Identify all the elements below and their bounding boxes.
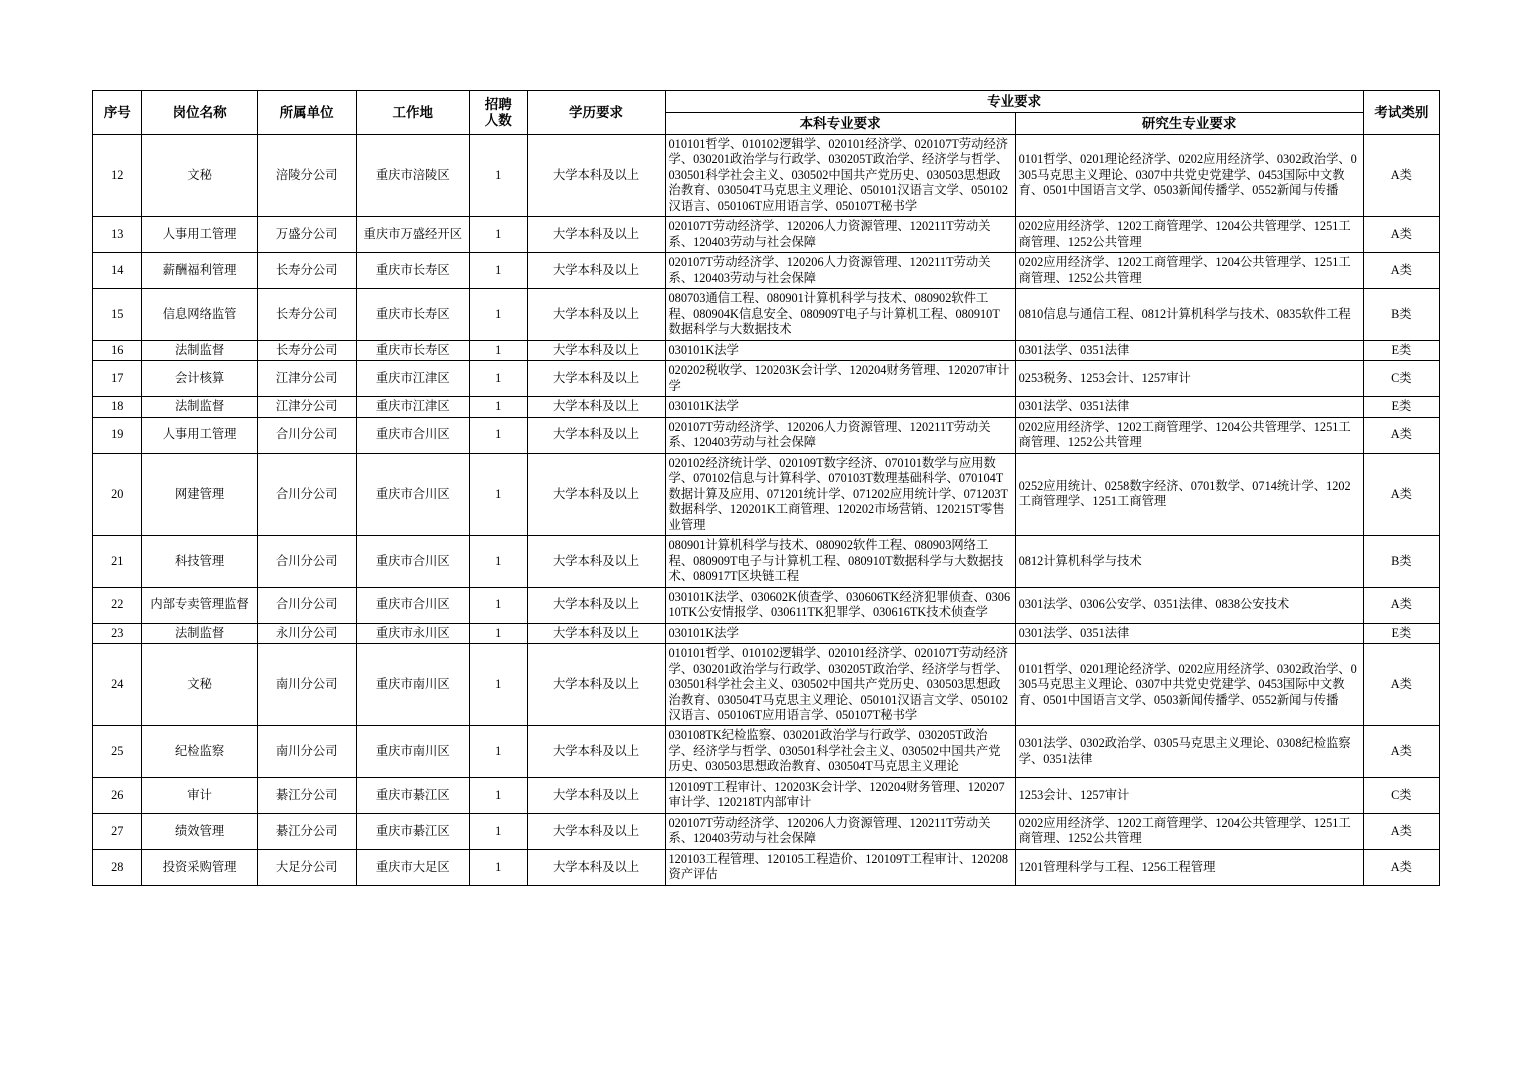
cell-post-name: 网建管理 <box>142 453 257 535</box>
cell-unit: 涪陵分公司 <box>257 135 356 217</box>
cell-work-place: 重庆市綦江区 <box>356 813 469 849</box>
recruitment-table <box>92 90 1440 886</box>
cell-major-postgraduate: 0202应用经济学、1202工商管理学、1204公共管理学、1251工商管理、1252公共管理 <box>1015 813 1363 849</box>
cell-work-place: 重庆市合川区 <box>356 587 469 623</box>
cell-exam-category: E类 <box>1363 397 1439 417</box>
cell-major-undergraduate: 020107T劳动经济学、120206人力资源管理、120211T劳动关系、120403劳动与社会保障 <box>665 217 1015 253</box>
cell-post-name: 审计 <box>142 777 257 813</box>
table-row <box>93 813 1440 849</box>
cell-index: 27 <box>93 813 142 849</box>
cell-work-place: 重庆市南川区 <box>356 726 469 777</box>
cell-exam-category: A类 <box>1363 726 1439 777</box>
cell-major-undergraduate: 030101K法学 <box>665 340 1015 360</box>
cell-major-postgraduate: 0812计算机科学与技术 <box>1015 536 1363 587</box>
cell-unit: 綦江分公司 <box>257 813 356 849</box>
header-number <box>469 91 527 135</box>
cell-education: 大学本科及以上 <box>527 289 665 340</box>
cell-work-place: 重庆市涪陵区 <box>356 135 469 217</box>
cell-post-name: 薪酬福利管理 <box>142 253 257 289</box>
cell-unit: 綦江分公司 <box>257 777 356 813</box>
cell-major-postgraduate: 0202应用经济学、1202工商管理学、1204公共管理学、1251工商管理、1252公共管理 <box>1015 217 1363 253</box>
cell-major-postgraduate: 0301法学、0306公安学、0351法律、0838公安技术 <box>1015 587 1363 623</box>
cell-unit: 南川分公司 <box>257 726 356 777</box>
cell-post-name: 信息网络监管 <box>142 289 257 340</box>
header-education: 学历要求 <box>527 91 665 135</box>
cell-major-postgraduate: 1201管理科学与工程、1256工程管理 <box>1015 849 1363 885</box>
cell-index: 12 <box>93 135 142 217</box>
cell-exam-category: C类 <box>1363 777 1439 813</box>
cell-work-place: 重庆市合川区 <box>356 536 469 587</box>
cell-index: 13 <box>93 217 142 253</box>
cell-work-place: 重庆市江津区 <box>356 397 469 417</box>
table-row <box>93 397 1440 417</box>
cell-work-place: 重庆市南川区 <box>356 644 469 726</box>
cell-post-name: 人事用工管理 <box>142 217 257 253</box>
cell-major-undergraduate: 120103工程管理、120105工程造价、120109T工程审计、120208资产评估 <box>665 849 1015 885</box>
cell-number: 1 <box>469 417 527 453</box>
cell-unit: 合川分公司 <box>257 536 356 587</box>
cell-index: 20 <box>93 453 142 535</box>
cell-major-postgraduate: 0301法学、0351法律 <box>1015 397 1363 417</box>
table-row <box>93 644 1440 726</box>
cell-major-undergraduate: 080703通信工程、080901计算机科学与技术、080902软件工程、080904K信息安全、080909T电子与计算机工程、080910T数据科学与大数据技术 <box>665 289 1015 340</box>
cell-work-place: 重庆市綦江区 <box>356 777 469 813</box>
header-number-line1: 招聘 <box>484 96 512 112</box>
cell-exam-category: E类 <box>1363 623 1439 643</box>
cell-education: 大学本科及以上 <box>527 623 665 643</box>
header-index: 序号 <box>93 91 142 135</box>
cell-education: 大学本科及以上 <box>527 135 665 217</box>
cell-number: 1 <box>469 849 527 885</box>
cell-index: 16 <box>93 340 142 360</box>
table-row <box>93 587 1440 623</box>
cell-education: 大学本科及以上 <box>527 340 665 360</box>
cell-exam-category: A类 <box>1363 417 1439 453</box>
cell-index: 17 <box>93 361 142 397</box>
cell-exam-category: A类 <box>1363 849 1439 885</box>
table-row <box>93 849 1440 885</box>
cell-major-postgraduate: 0202应用经济学、1202工商管理学、1204公共管理学、1251工商管理、1252公共管理 <box>1015 253 1363 289</box>
cell-major-undergraduate: 020107T劳动经济学、120206人力资源管理、120211T劳动关系、120403劳动与社会保障 <box>665 417 1015 453</box>
table-row <box>93 453 1440 535</box>
cell-unit: 万盛分公司 <box>257 217 356 253</box>
cell-major-undergraduate: 020202税收学、120203K会计学、120204财务管理、120207审计学 <box>665 361 1015 397</box>
cell-number: 1 <box>469 536 527 587</box>
cell-major-undergraduate: 020107T劳动经济学、120206人力资源管理、120211T劳动关系、120403劳动与社会保障 <box>665 813 1015 849</box>
cell-post-name: 文秘 <box>142 644 257 726</box>
cell-unit: 合川分公司 <box>257 453 356 535</box>
header-major-undergraduate: 本科专业要求 <box>665 113 1015 135</box>
cell-index: 23 <box>93 623 142 643</box>
cell-exam-category: E类 <box>1363 340 1439 360</box>
cell-work-place: 重庆市长寿区 <box>356 253 469 289</box>
cell-major-undergraduate: 020107T劳动经济学、120206人力资源管理、120211T劳动关系、120403劳动与社会保障 <box>665 253 1015 289</box>
cell-index: 15 <box>93 289 142 340</box>
cell-post-name: 内部专卖管理监督 <box>142 587 257 623</box>
cell-number: 1 <box>469 777 527 813</box>
cell-unit: 江津分公司 <box>257 397 356 417</box>
cell-exam-category: A类 <box>1363 217 1439 253</box>
table-body <box>93 135 1440 886</box>
cell-post-name: 投资采购管理 <box>142 849 257 885</box>
cell-work-place: 重庆市合川区 <box>356 453 469 535</box>
cell-post-name: 会计核算 <box>142 361 257 397</box>
cell-major-undergraduate: 030101K法学 <box>665 623 1015 643</box>
cell-education: 大学本科及以上 <box>527 361 665 397</box>
table-row <box>93 417 1440 453</box>
cell-major-postgraduate: 0252应用统计、0258数字经济、0701数学、0714统计学、1202工商管理学、1251工商管理 <box>1015 453 1363 535</box>
cell-education: 大学本科及以上 <box>527 217 665 253</box>
cell-index: 28 <box>93 849 142 885</box>
cell-education: 大学本科及以上 <box>527 253 665 289</box>
cell-exam-category: C类 <box>1363 361 1439 397</box>
cell-major-postgraduate: 1253会计、1257审计 <box>1015 777 1363 813</box>
cell-exam-category: A类 <box>1363 813 1439 849</box>
cell-exam-category: A类 <box>1363 253 1439 289</box>
cell-unit: 大足分公司 <box>257 849 356 885</box>
cell-major-undergraduate: 010101哲学、010102逻辑学、020101经济学、020107T劳动经济学、030201政治学与行政学、030205T政治学、经济学与哲学、030501科学社会主义、030502中国共产党历史、030503思想政治教育、030504T马克思主义理论、050101汉语言文学、050102汉语言、050106T应用语言学、050107T秘书学 <box>665 644 1015 726</box>
cell-major-postgraduate: 0301法学、0351法律 <box>1015 623 1363 643</box>
header-major-group: 专业要求 <box>665 91 1363 113</box>
cell-number: 1 <box>469 217 527 253</box>
table-header <box>93 91 1440 135</box>
cell-unit: 长寿分公司 <box>257 340 356 360</box>
cell-number: 1 <box>469 453 527 535</box>
cell-major-postgraduate: 0253税务、1253会计、1257审计 <box>1015 361 1363 397</box>
cell-post-name: 法制监督 <box>142 340 257 360</box>
table-row <box>93 135 1440 217</box>
cell-exam-category: A类 <box>1363 453 1439 535</box>
cell-post-name: 人事用工管理 <box>142 417 257 453</box>
cell-number: 1 <box>469 253 527 289</box>
cell-exam-category: B类 <box>1363 289 1439 340</box>
cell-number: 1 <box>469 135 527 217</box>
cell-unit: 南川分公司 <box>257 644 356 726</box>
cell-post-name: 科技管理 <box>142 536 257 587</box>
cell-index: 21 <box>93 536 142 587</box>
cell-work-place: 重庆市永川区 <box>356 623 469 643</box>
cell-post-name: 法制监督 <box>142 623 257 643</box>
cell-number: 1 <box>469 397 527 417</box>
cell-education: 大学本科及以上 <box>527 536 665 587</box>
cell-exam-category: A类 <box>1363 135 1439 217</box>
cell-number: 1 <box>469 587 527 623</box>
cell-exam-category: A类 <box>1363 644 1439 726</box>
cell-work-place: 重庆市长寿区 <box>356 340 469 360</box>
cell-index: 18 <box>93 397 142 417</box>
cell-number: 1 <box>469 289 527 340</box>
header-exam: 考试类别 <box>1363 91 1439 135</box>
cell-major-postgraduate: 0301法学、0302政治学、0305马克思主义理论、0308纪检监察学、0351法律 <box>1015 726 1363 777</box>
header-post: 岗位名称 <box>142 91 257 135</box>
cell-education: 大学本科及以上 <box>527 777 665 813</box>
cell-index: 19 <box>93 417 142 453</box>
cell-number: 1 <box>469 340 527 360</box>
cell-major-postgraduate: 0101哲学、0201理论经济学、0202应用经济学、0302政治学、0305马克思主义理论、0307中共党史党建学、0453国际中文教育、0501中国语言文学、0503新闻传播学、0552新闻与传播 <box>1015 135 1363 217</box>
table-row <box>93 361 1440 397</box>
cell-major-undergraduate: 010101哲学、010102逻辑学、020101经济学、020107T劳动经济学、030201政治学与行政学、030205T政治学、经济学与哲学、030501科学社会主义、030502中国共产党历史、030503思想政治教育、030504T马克思主义理论、050101汉语言文学、050102汉语言、050106T应用语言学、050107T秘书学 <box>665 135 1015 217</box>
header-major-postgraduate: 研究生专业要求 <box>1015 113 1363 135</box>
cell-number: 1 <box>469 623 527 643</box>
table-row <box>93 289 1440 340</box>
cell-number: 1 <box>469 644 527 726</box>
cell-post-name: 法制监督 <box>142 397 257 417</box>
cell-exam-category: A类 <box>1363 587 1439 623</box>
cell-index: 24 <box>93 644 142 726</box>
table-row <box>93 726 1440 777</box>
cell-post-name: 纪检监察 <box>142 726 257 777</box>
cell-major-undergraduate: 030101K法学 <box>665 397 1015 417</box>
cell-index: 25 <box>93 726 142 777</box>
cell-major-undergraduate: 030108TK纪检监察、030201政治学与行政学、030205T政治学、经济学与哲学、030501科学社会主义、030502中国共产党历史、030503思想政治教育、030504T马克思主义理论 <box>665 726 1015 777</box>
cell-work-place: 重庆市江津区 <box>356 361 469 397</box>
table-row <box>93 217 1440 253</box>
header-place: 工作地 <box>356 91 469 135</box>
cell-work-place: 重庆市长寿区 <box>356 289 469 340</box>
cell-number: 1 <box>469 361 527 397</box>
cell-unit: 永川分公司 <box>257 623 356 643</box>
cell-education: 大学本科及以上 <box>527 587 665 623</box>
cell-education: 大学本科及以上 <box>527 644 665 726</box>
header-row-top <box>93 91 1440 113</box>
table-row <box>93 340 1440 360</box>
table-row <box>93 777 1440 813</box>
cell-work-place: 重庆市万盛经开区 <box>356 217 469 253</box>
cell-number: 1 <box>469 726 527 777</box>
cell-education: 大学本科及以上 <box>527 397 665 417</box>
cell-work-place: 重庆市合川区 <box>356 417 469 453</box>
cell-post-name: 文秘 <box>142 135 257 217</box>
cell-major-undergraduate: 120109T工程审计、120203K会计学、120204财务管理、120207审计学、120218T内部审计 <box>665 777 1015 813</box>
table-row <box>93 536 1440 587</box>
cell-unit: 江津分公司 <box>257 361 356 397</box>
cell-unit: 长寿分公司 <box>257 289 356 340</box>
cell-post-name: 绩效管理 <box>142 813 257 849</box>
cell-major-undergraduate: 080901计算机科学与技术、080902软件工程、080903网络工程、080909T电子与计算机工程、080910T数据科学与大数据技术、080917T区块链工程 <box>665 536 1015 587</box>
cell-education: 大学本科及以上 <box>527 417 665 453</box>
cell-major-postgraduate: 0810信息与通信工程、0812计算机科学与技术、0835软件工程 <box>1015 289 1363 340</box>
cell-work-place: 重庆市大足区 <box>356 849 469 885</box>
table-row <box>93 623 1440 643</box>
cell-education: 大学本科及以上 <box>527 849 665 885</box>
cell-education: 大学本科及以上 <box>527 453 665 535</box>
cell-index: 22 <box>93 587 142 623</box>
cell-education: 大学本科及以上 <box>527 813 665 849</box>
cell-number: 1 <box>469 813 527 849</box>
cell-major-undergraduate: 030101K法学、030602K侦查学、030606TK经济犯罪侦查、030610TK公安情报学、030611TK犯罪学、030616TK技术侦查学 <box>665 587 1015 623</box>
header-number-line2: 人数 <box>484 112 512 128</box>
cell-unit: 长寿分公司 <box>257 253 356 289</box>
cell-unit: 合川分公司 <box>257 417 356 453</box>
cell-major-postgraduate: 0301法学、0351法律 <box>1015 340 1363 360</box>
header-unit: 所属单位 <box>257 91 356 135</box>
cell-major-postgraduate: 0202应用经济学、1202工商管理学、1204公共管理学、1251工商管理、1252公共管理 <box>1015 417 1363 453</box>
cell-major-postgraduate: 0101哲学、0201理论经济学、0202应用经济学、0302政治学、0305马克思主义理论、0307中共党史党建学、0453国际中文教育、0501中国语言文学、0503新闻传播学、0552新闻与传播 <box>1015 644 1363 726</box>
cell-major-undergraduate: 020102经济统计学、020109T数字经济、070101数学与应用数学、070102信息与计算科学、070103T数理基础科学、070104T数据计算及应用、071201统计学、071202应用统计学、071203T数据科学、120201K工商管理、120202市场营销、120215T零售业管理 <box>665 453 1015 535</box>
cell-index: 26 <box>93 777 142 813</box>
cell-index: 14 <box>93 253 142 289</box>
cell-education: 大学本科及以上 <box>527 726 665 777</box>
table-row <box>93 253 1440 289</box>
cell-exam-category: B类 <box>1363 536 1439 587</box>
cell-unit: 合川分公司 <box>257 587 356 623</box>
